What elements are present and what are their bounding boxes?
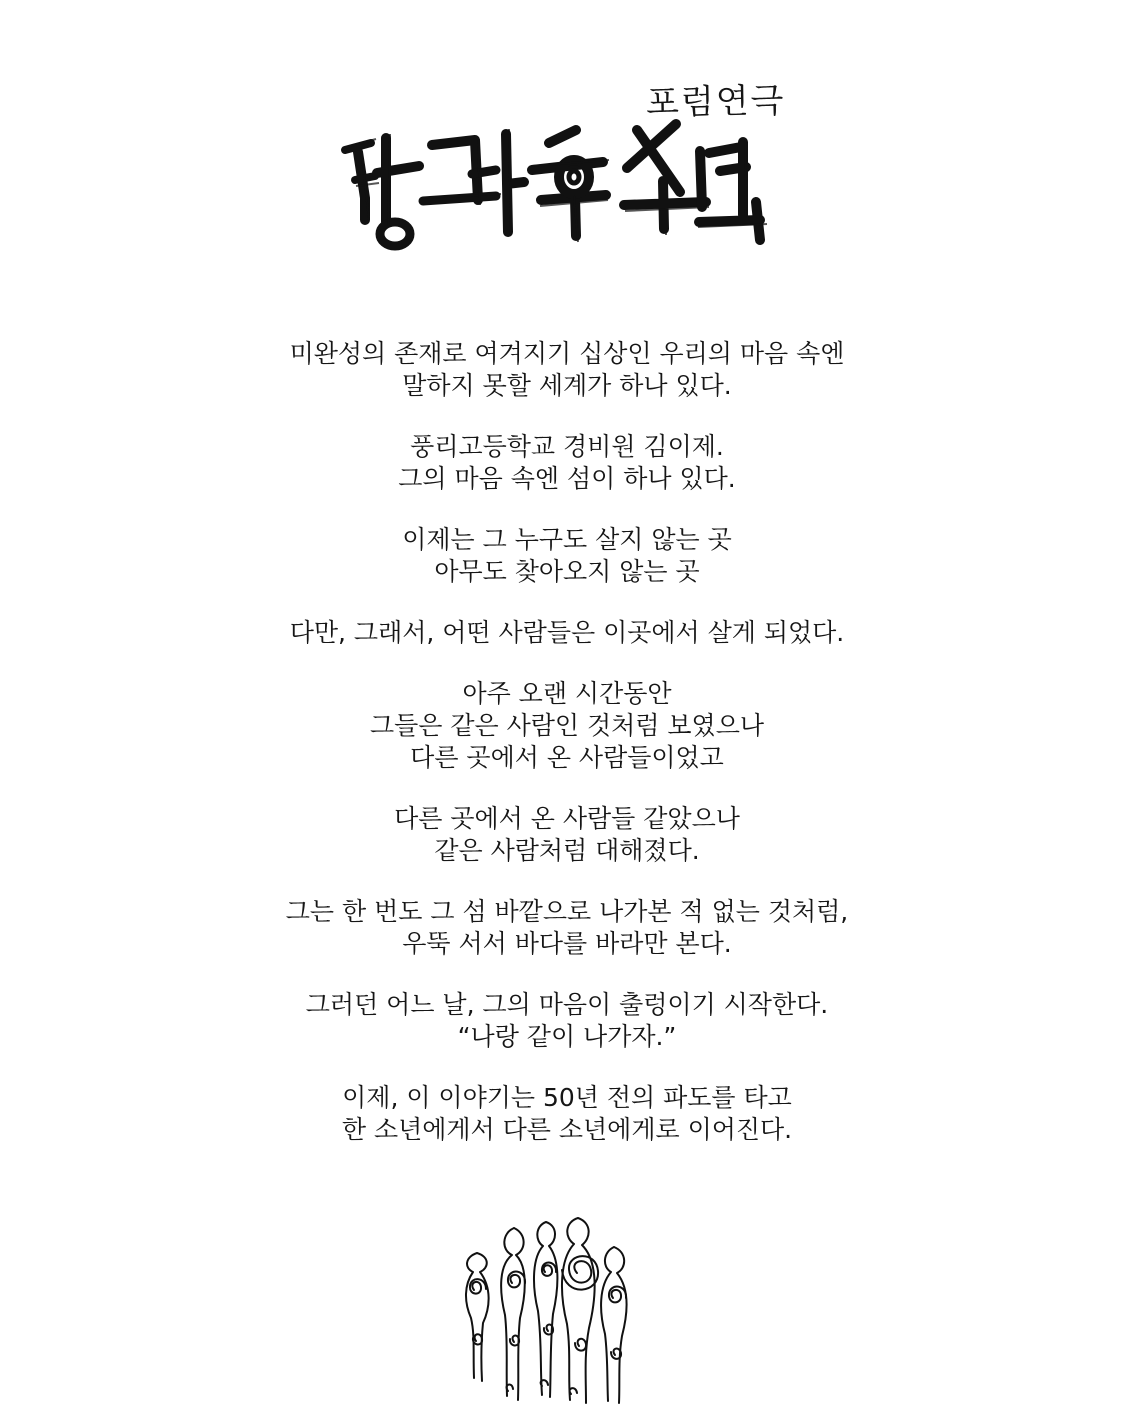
story-line: 한 소년에게서 다른 소년에게로 이어진다. xyxy=(341,1115,793,1144)
story-line: 그는 한 번도 그 섬 바깥으로 나가본 적 없는 것처럼, xyxy=(285,897,849,926)
figures-illustration xyxy=(456,1210,646,1410)
story-line: 이제는 그 누구도 살지 않는 곳 xyxy=(402,525,732,554)
subtitle: 포럼연극 xyxy=(645,80,786,124)
story-line: 풍리고등학교 경비원 김이제. xyxy=(410,432,724,461)
story-line: 그들은 같은 사람인 것처럼 보였으나 xyxy=(369,711,765,740)
stanza-8 xyxy=(0,989,1134,1053)
story-line: 같은 사람처럼 대해졌다. xyxy=(434,836,700,865)
stanza-4 xyxy=(0,617,1134,649)
story-line: 아주 오랜 시간동안 xyxy=(462,679,672,708)
story-line: 다만, 그래서, 어떤 사람들은 이곳에서 살게 되었다. xyxy=(289,618,845,647)
story-line: 그의 마음 속엔 섬이 하나 있다. xyxy=(398,464,736,493)
stanza-5 xyxy=(0,678,1134,774)
story-line: “나랑 같이 나가자.” xyxy=(457,1022,677,1051)
story-line: 아무도 찾아오지 않는 곳 xyxy=(434,557,700,586)
story-line: 우뚝 서서 바다를 바라만 본다. xyxy=(402,929,732,958)
stanza-9 xyxy=(0,1082,1134,1146)
stanza-2 xyxy=(0,431,1134,495)
story-line: 미완성의 존재로 여겨지기 십상인 우리의 마음 속엔 xyxy=(289,339,845,368)
title-header xyxy=(0,0,1134,270)
stanza-3 xyxy=(0,524,1134,588)
stanza-1 xyxy=(0,338,1134,402)
story-line: 그러던 어느 날, 그의 마음이 출렁이기 시작한다. xyxy=(305,990,829,1019)
stanza-7 xyxy=(0,896,1134,960)
story-line: 말하지 못할 세계가 하나 있다. xyxy=(402,371,732,400)
story-line: 다른 곳에서 온 사람들이었고 xyxy=(410,743,724,772)
story-text xyxy=(0,338,1134,1175)
stanza-6 xyxy=(0,803,1134,867)
brush-title-logo xyxy=(330,104,790,254)
story-line: 다른 곳에서 온 사람들 같았으나 xyxy=(394,804,740,833)
story-line: 이제, 이 이야기는 50년 전의 파도를 타고 xyxy=(342,1083,792,1112)
